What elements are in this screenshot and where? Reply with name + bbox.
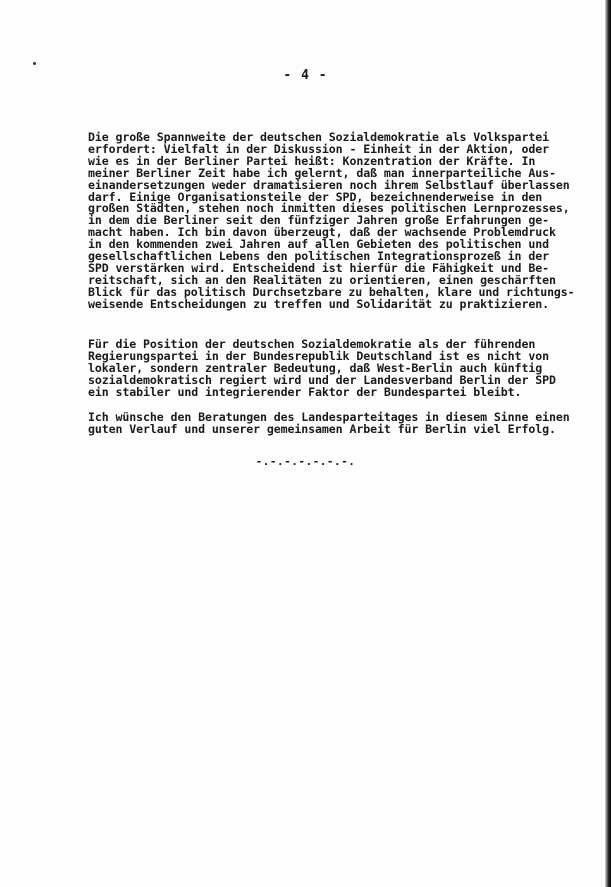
text-line: macht haben. Ich bin davon überzeugt, daß der wachsende Problemdruck — [88, 225, 556, 240]
text-line: in dem die Berliner seit den fünfziger Jahren große Erfahrungen ge- — [88, 213, 549, 228]
scan-speck — [33, 62, 36, 65]
text-line: sozialdemokratisch regiert wird und der Landesverband Berlin der SPD — [88, 372, 556, 387]
text-line: weisende Entscheidungen zu treffen und Solidarität zu praktizieren. — [88, 296, 549, 311]
text-line: erfordert: Vielfalt in der Diskussion - Einheit in der Aktion, oder — [88, 141, 549, 156]
text-line: wie es in der Berliner Partei heißt: Konzentration der Kräfte. In — [88, 153, 536, 168]
text-line: gesellschaftlichen Lebens den politischen Integrationsprozeß in der — [88, 249, 549, 264]
text-line: Blick für das politisch Durchsetzbare zu behalten, klare und richtungs- — [88, 284, 575, 299]
text-line: reitschaft, sich an den Realitäten zu orientieren, einen geschärften — [88, 272, 556, 287]
text-line: Die große Spannweite der deutschen Sozialdemokratie als Volkspartei — [88, 130, 549, 144]
paragraph-2 — [88, 339, 574, 399]
scan-edge-shadow — [605, 0, 611, 887]
text-line: SPD verstärken wird. Entscheidend ist hierfür die Fähigkeit und Be- — [88, 260, 549, 275]
page-number: - 4 - — [283, 68, 328, 83]
text-line: darf. Einige Organisationsteile der SPD, bezeichnenderweise in den — [88, 189, 543, 204]
text-line: lokaler, sondern zentraler Bedeutung, daß West-Berlin auch künftig — [88, 360, 543, 375]
paragraph-1 — [88, 132, 574, 311]
text-line: Ich wünsche den Beratungen des Landesparteitages in diesem Sinne einen — [88, 410, 570, 424]
closing-mark: -.-.-.-.-.-.-. — [255, 455, 356, 468]
text-line: ein stabiler und integrierender Faktor der Bundespartei bleibt. — [88, 384, 522, 399]
text-line: meiner Berliner Zeit habe ich gelernt, daß man innerparteiliche Aus- — [88, 165, 556, 180]
text-line: guten Verlauf und unserer gemeinsamen Arbeit für Berlin viel Erfolg. — [88, 421, 556, 436]
text-line: Regierungspartei in der Bundesrepublik Deutschland ist es nicht von — [88, 348, 549, 363]
paragraph-3 — [88, 412, 574, 436]
text-line: Für die Position der deutschen Sozialdemokratie als der führenden — [88, 337, 536, 351]
text-line: in den kommenden zwei Jahren auf allen Gebieten des politischen und — [88, 237, 549, 252]
text-line: einandersetzungen weder dramatisieren noch ihrem Selbstlauf überlassen — [88, 177, 570, 192]
text-line: großen Städten, stehen noch inmitten dieses politischen Lernprozesses, — [88, 201, 570, 216]
